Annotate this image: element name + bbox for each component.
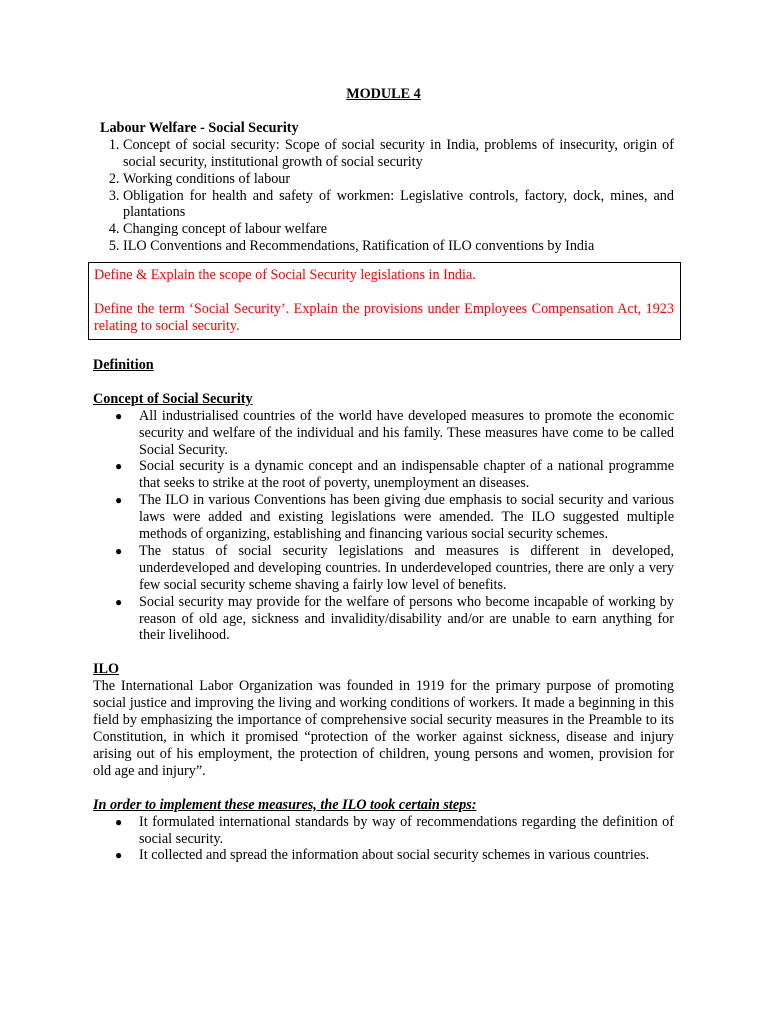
bullet-icon: ●: [115, 594, 123, 609]
exam-questions-box: [88, 262, 681, 340]
definition-heading: Definition: [93, 356, 154, 373]
topic-item: 3. Obligation for health and safety of workmen: Legislative controls, factory, dock, mines, and plantations: [123, 188, 674, 222]
exam-question: Define & Explain the scope of Social Security legislations in India.: [94, 267, 476, 284]
bullet-icon: ●: [115, 814, 123, 829]
concept-bullet-text: Social security may provide for the welfare of persons who become incapable of working by reason of old age, sickness and invalidity/disability and/or are unable to earn anything for their livelihood.: [139, 593, 674, 644]
concept-bullet-text: The status of social security legislations and measures is different in developed, underdeveloped and developing countries. In underdeveloped countries, there are only a very few social security scheme shaving a fairly low level of benefits.: [139, 542, 674, 593]
bullet-icon: ●: [115, 543, 123, 558]
concept-heading: Concept of Social Security: [93, 390, 253, 407]
module-title: MODULE 4: [346, 86, 421, 102]
topic-item: 4. Changing concept of labour welfare: [123, 221, 674, 238]
concept-bullet-text: The ILO in various Conventions has been giving due emphasis to social security and various laws were added and existing legislations were amended. The ILO suggested multiple methods of organizing, establishing and financing various social security schemes.: [139, 492, 674, 543]
ilo-heading: ILO: [93, 661, 120, 678]
document-page: [93, 86, 674, 864]
bullet-icon: ●: [115, 459, 123, 474]
ilo-paragraph: The International Labor Organization was founded in 1919 for the primary purpose of promoting social justice and improving the living and working conditions of workers. It made a beginning in this field by emphasizing the importance of comprehensive social security measures in the Preamble to its Constitution, in which it promised “protection of the worker against sickness, disease and injury arising out of his employment, the protection of children, young persons and women, provision for old age and injury”.: [93, 678, 674, 779]
steps-bullet-text: It formulated international standards by way of recommendations regarding the definition of social security.: [139, 813, 674, 847]
concept-bullet-item: [115, 542, 674, 594]
topic-list: [93, 137, 674, 255]
steps-bullet-item: [115, 813, 674, 848]
concept-bullet-text: All industrialised countries of the world have developed measures to promote the economic security and welfare of the individual and his family. These measures have come to be called Social Security.: [139, 407, 674, 458]
bullet-icon: ●: [115, 848, 123, 863]
exam-question: Define the term ‘Social Security’. Explain the provisions under Employees Compensation Act, 1923 relating to social security.: [94, 301, 674, 334]
steps-bullet-item: [115, 847, 674, 864]
bullet-icon: ●: [115, 408, 123, 423]
concept-bullet-item: [115, 407, 674, 459]
steps-bullet-list: [93, 814, 674, 865]
concept-bullet-list: [93, 408, 674, 645]
concept-bullet-text: Social security is a dynamic concept and an indispensable chapter of a national programme that seeks to strike at the root of poverty, unemployment an diseases.: [139, 458, 674, 492]
steps-bullet-text: It collected and spread the information about social security schemes in various countries.: [139, 847, 650, 864]
topic-item: 5. ILO Conventions and Recommendations, Ratification of ILO conventions by India: [123, 238, 674, 255]
concept-bullet-item: [115, 593, 674, 645]
steps-heading: In order to implement these measures, the ILO took certain steps:: [93, 796, 477, 813]
topic-item: 1. Concept of social security: Scope of social security in India, problems of insecurity, origin of social security, institutional growth of social security: [123, 137, 674, 171]
concept-bullet-item: [115, 492, 674, 543]
bullet-icon: ●: [115, 493, 123, 508]
concept-bullet-item: [115, 458, 674, 492]
topic-item: 2. Working conditions of labour: [123, 171, 674, 188]
subject-heading: Labour Welfare - Social Security: [100, 119, 299, 136]
